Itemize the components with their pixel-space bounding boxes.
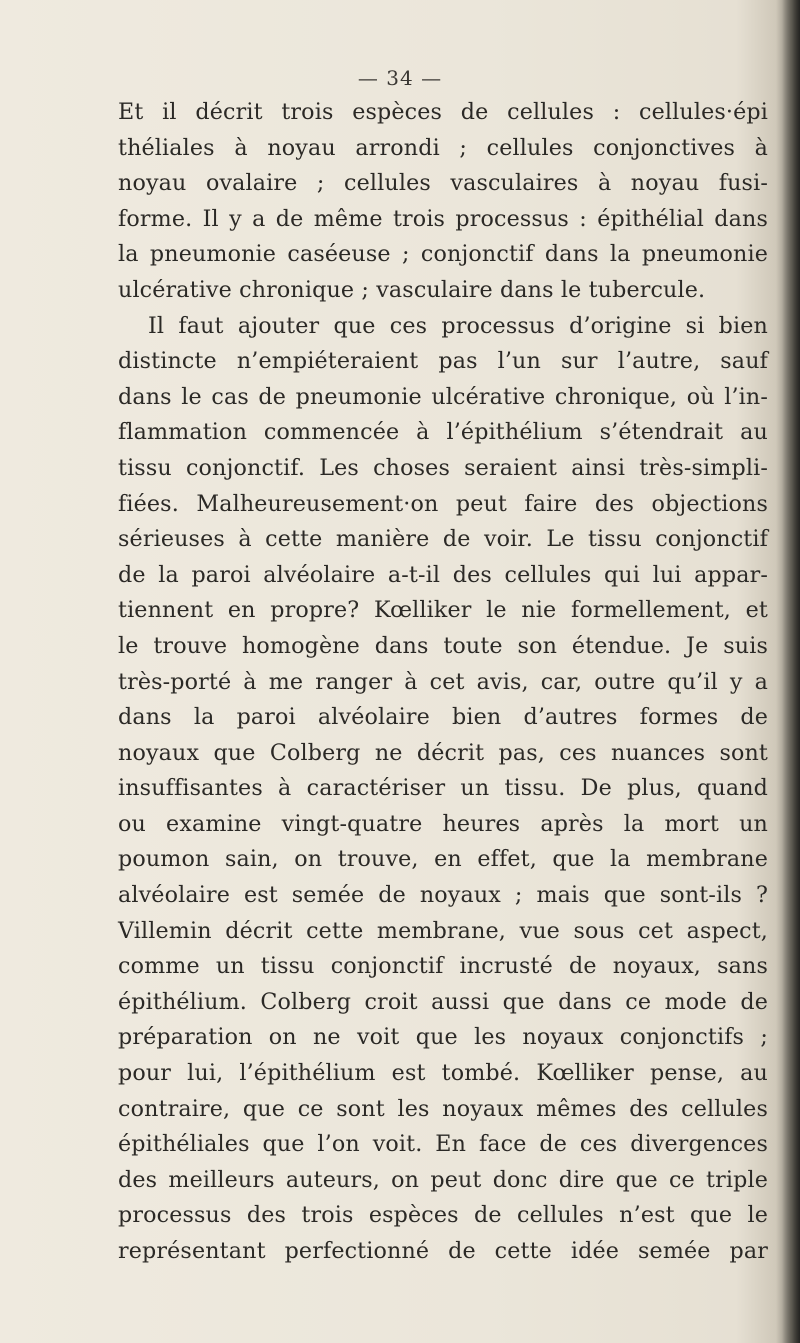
text-line: contraire, que ce sont les noyaux mêmes des cellules: [118, 1095, 768, 1122]
text-line: alvéolaire est semée de noyaux ; mais que sont-ils ?: [118, 882, 768, 909]
page-number: — 34 —: [357, 66, 443, 90]
text-line: tissu conjonctif. Les choses seraient ainsi très-simpli-: [118, 454, 768, 481]
text-line: comme un tissu conjonctif incrusté de noyaux, sans: [118, 953, 768, 980]
text-line: très-porté à me ranger à cet avis, car, outre qu’il y a: [118, 668, 768, 695]
text-line: de la paroi alvéolaire a-t-il des cellules qui lui appar-: [118, 561, 768, 588]
text-line: noyau ovalaire ; cellules vasculaires à noyau fusi-: [118, 170, 768, 197]
text-line: Et il décrit trois espèces de cellules : cellules·épi: [118, 99, 768, 125]
body-text: [118, 95, 768, 1270]
text-line: théliales à noyau arrondi ; cellules conjonctives à: [118, 134, 768, 161]
text-line: représentant perfectionné de cette idée semée par: [118, 1238, 768, 1264]
text-line: épithéliales que l’on voit. En face de ces divergences: [118, 1131, 768, 1158]
page-edge-shadow: [782, 0, 800, 1343]
text-line: Villemin décrit cette membrane, vue sous cet aspect,: [118, 917, 768, 944]
text-line: Il faut ajouter que ces processus d’origine si bien: [148, 312, 768, 339]
text-line: dans le cas de pneumonie ulcérative chronique, où l’in-: [118, 383, 768, 410]
text-line: insuffisantes à caractériser un tissu. De plus, quand: [118, 775, 768, 802]
text-line: des meilleurs auteurs, on peut donc dire que ce triple: [118, 1166, 768, 1193]
text-line: ulcérative chronique ; vasculaire dans le tubercule.: [118, 276, 706, 303]
text-line: distincte n’empiéteraient pas l’un sur l’autre, sauf: [118, 348, 768, 375]
text-line: noyaux que Colberg ne décrit pas, ces nuances sont: [118, 739, 768, 766]
text-line: poumon sain, on trouve, en effet, que la membrane: [118, 846, 768, 873]
text-line: fiées. Malheureusement·on peut faire des objections: [118, 490, 768, 517]
text-line: tiennent en propre? Kœlliker le nie formellement, et: [118, 597, 768, 624]
text-line: la pneumonie caséeuse ; conjonctif dans la pneumonie: [118, 241, 768, 268]
text-line: sérieuses à cette manière de voir. Le tissu conjonctif: [118, 526, 768, 553]
text-line: processus des trois espèces de cellules n’est que le: [118, 1202, 768, 1229]
text-line: forme. Il y a de même trois processus : épithélial dans: [118, 205, 768, 232]
text-line: ou examine vingt-quatre heures après la mort un: [118, 810, 768, 837]
text-line: préparation on ne voit que les noyaux conjonctifs ;: [118, 1024, 768, 1051]
text-line: épithélium. Colberg croit aussi que dans ce mode de: [118, 988, 768, 1015]
text-line: dans la paroi alvéolaire bien d’autres formes de: [118, 704, 768, 731]
text-line: pour lui, l’épithélium est tombé. Kœlliker pense, au: [118, 1060, 768, 1087]
text-line: flammation commencée à l’épithélium s’étendrait au: [118, 419, 768, 446]
text-line: le trouve homogène dans toute son étendue. Je suis: [118, 632, 768, 659]
